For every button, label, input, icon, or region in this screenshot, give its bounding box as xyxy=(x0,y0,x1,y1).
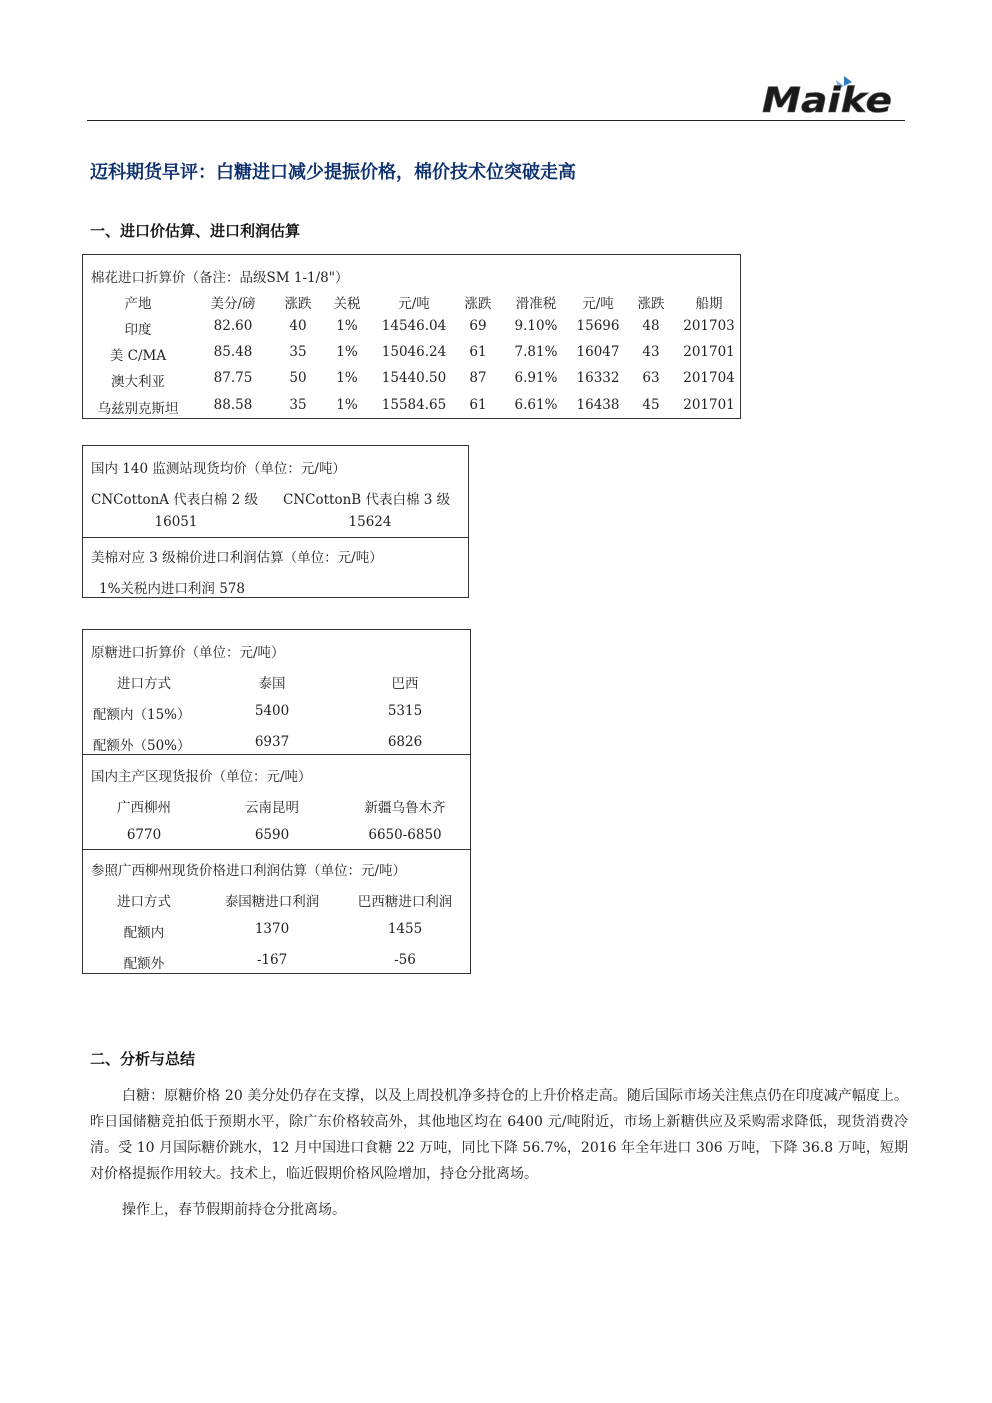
cotton-header-yuan-per-ton-2: 元/吨 xyxy=(582,296,614,312)
sugar-import-caption: 原糖进口折算价（单位：元/吨） xyxy=(91,645,285,661)
import-profit-text: 1%关税内进口利润 578 xyxy=(99,581,245,597)
table-cell: 201704 xyxy=(683,370,735,386)
table-cell: 配额外 xyxy=(123,956,165,972)
cncotton-a-value: 16051 xyxy=(154,514,198,530)
header-rule xyxy=(87,120,905,121)
table-cell: 6937 xyxy=(254,734,290,750)
cotton-header-sliding-tariff: 滑准税 xyxy=(515,296,557,312)
table-cell: 87 xyxy=(469,370,487,386)
analysis-paragraph: 白糖：原糖价格 20 美分处仍存在支撑，以及上周投机净多持仓的上升价格走高。随后国际市场关注焦点仍在印度减产幅度上。昨日国储糖竞拍低于预期水平，除广东价格较高外，其他地区均在 6400 元/吨附近，市场上新糖供应及采购需求降低，现货消费冷清。受 10 月国际糖价跳水，12 月中国进口食糖 22 万吨，同比下降 56.7%，2016 年全年进口 306 万吨，下降 36.8 万吨，短期对价格提振作用较大。技术上，临近假期价格风险增加，持仓分批离场。 xyxy=(90,1088,908,1182)
operation-paragraph: 操作上，春节假期前持仓分批离场。 xyxy=(122,1202,346,1218)
table-cell: 6770 xyxy=(126,827,162,843)
table-cell: 6650-6850 xyxy=(368,827,442,843)
table-cell: 48 xyxy=(642,318,660,334)
logo-text: Maike xyxy=(762,81,892,118)
table-divider xyxy=(83,849,470,850)
table-cell: 配额外（50%） xyxy=(93,738,191,754)
report-title: 迈科期货早评：白糖进口减少提振价格，棉价技术位突破走高 xyxy=(90,162,576,183)
table-cell: 85.48 xyxy=(213,344,253,360)
sugar-spot-header-guangxi: 广西柳州 xyxy=(117,800,171,816)
table-cell: 43 xyxy=(642,344,660,360)
table-cell: 乌兹别克斯坦 xyxy=(97,401,179,417)
table-cell: 15696 xyxy=(576,318,620,334)
table-cell: 澳大利亚 xyxy=(111,374,165,390)
maike-logo xyxy=(760,74,900,118)
table-cell: 6826 xyxy=(387,734,423,750)
cotton-import-table xyxy=(82,254,741,419)
cotton-header-change-3: 涨跌 xyxy=(637,296,665,312)
table-cell: 6.61% xyxy=(514,397,558,413)
cotton-header-change: 涨跌 xyxy=(284,296,312,312)
table-cell: 6590 xyxy=(254,827,290,843)
table-cell: 201701 xyxy=(683,397,735,413)
table-cell: 1% xyxy=(336,344,358,360)
table-cell: 1% xyxy=(336,370,358,386)
table-cell: 15440.50 xyxy=(381,370,447,386)
table-cell: 1370 xyxy=(254,921,290,937)
table-divider xyxy=(83,537,468,538)
table-cell: -56 xyxy=(394,952,416,968)
cncotton-b-value: 15624 xyxy=(348,514,392,530)
sugar-import-header-method: 进口方式 xyxy=(117,676,171,692)
table-cell: 61 xyxy=(469,344,487,360)
table-cell: 201703 xyxy=(683,318,735,334)
sugar-profit-header-thailand: 泰国糖进口利润 xyxy=(224,894,320,910)
table-cell: 201701 xyxy=(683,344,735,360)
table-cell: 63 xyxy=(642,370,660,386)
import-profit-caption: 美棉对应 3 级棉价进口利润估算（单位：元/吨） xyxy=(91,550,383,566)
table-cell: 35 xyxy=(289,397,307,413)
cotton-header-shipment: 船期 xyxy=(695,296,723,312)
table-cell: 69 xyxy=(469,318,487,334)
table-cell: -167 xyxy=(256,952,288,968)
domestic-cotton-caption: 国内 140 监测站现货均价（单位：元/吨） xyxy=(91,461,346,477)
sugar-spot-caption: 国内主产区现货报价（单位：元/吨） xyxy=(91,769,312,785)
table-cell: 35 xyxy=(289,344,307,360)
table-cell: 40 xyxy=(289,318,307,334)
table-cell: 美 C/MA xyxy=(109,348,167,364)
table-cell: 5400 xyxy=(254,703,290,719)
domestic-cotton-box xyxy=(82,445,469,598)
sugar-tables-box xyxy=(82,629,471,974)
table-cell: 印度 xyxy=(124,322,152,338)
table-cell: 16438 xyxy=(576,397,620,413)
sugar-spot-header-yunnan: 云南昆明 xyxy=(245,800,299,816)
table-cell: 9.10% xyxy=(514,318,558,334)
table-cell: 88.58 xyxy=(213,397,253,413)
table-cell: 1% xyxy=(336,397,358,413)
section-1-heading: 一、进口价估算、进口利润估算 xyxy=(90,222,301,240)
section-2-heading: 二、分析与总结 xyxy=(90,1050,196,1068)
sugar-spot-header-xinjiang: 新疆乌鲁木齐 xyxy=(364,800,446,816)
table-cell: 14546.04 xyxy=(381,318,447,334)
table-cell: 16332 xyxy=(576,370,620,386)
table-cell: 15046.24 xyxy=(381,344,447,360)
table-divider xyxy=(83,754,470,755)
sugar-import-header-brazil: 巴西 xyxy=(391,676,419,692)
table-cell: 1% xyxy=(336,318,358,334)
sugar-profit-header-brazil: 巴西糖进口利润 xyxy=(357,894,453,910)
table-cell: 6.91% xyxy=(514,370,558,386)
table-cell: 配额内 xyxy=(123,925,165,941)
table-cell: 82.60 xyxy=(213,318,253,334)
cncotton-a-label: CNCottonA 代表白棉 2 级 xyxy=(91,492,258,508)
table-cell: 87.75 xyxy=(213,370,253,386)
table-cell: 45 xyxy=(642,397,660,413)
sugar-profit-caption: 参照广西柳州现货价格进口利润估算（单位：元/吨） xyxy=(91,863,407,879)
cotton-import-caption: 棉花进口折算价（备注：品级SM 1-1/8"） xyxy=(91,270,349,286)
table-cell: 16047 xyxy=(576,344,620,360)
cotton-header-usc-per-lb: 美分/磅 xyxy=(210,296,256,312)
table-cell: 7.81% xyxy=(514,344,558,360)
table-cell: 50 xyxy=(289,370,307,386)
table-cell: 5315 xyxy=(387,703,423,719)
cotton-header-yuan-per-ton: 元/吨 xyxy=(398,296,430,312)
cncotton-b-label: CNCottonB 代表白棉 3 级 xyxy=(283,492,451,508)
table-cell: 15584.65 xyxy=(381,397,447,413)
table-cell: 1455 xyxy=(387,921,423,937)
table-cell: 61 xyxy=(469,397,487,413)
cotton-header-tariff: 关税 xyxy=(333,296,361,312)
cotton-header-change-2: 涨跌 xyxy=(464,296,492,312)
table-cell: 配额内（15%） xyxy=(93,707,191,723)
cotton-header-origin: 产地 xyxy=(124,296,152,312)
sugar-import-header-thailand: 泰国 xyxy=(258,676,286,692)
sugar-profit-header-method: 进口方式 xyxy=(117,894,171,910)
